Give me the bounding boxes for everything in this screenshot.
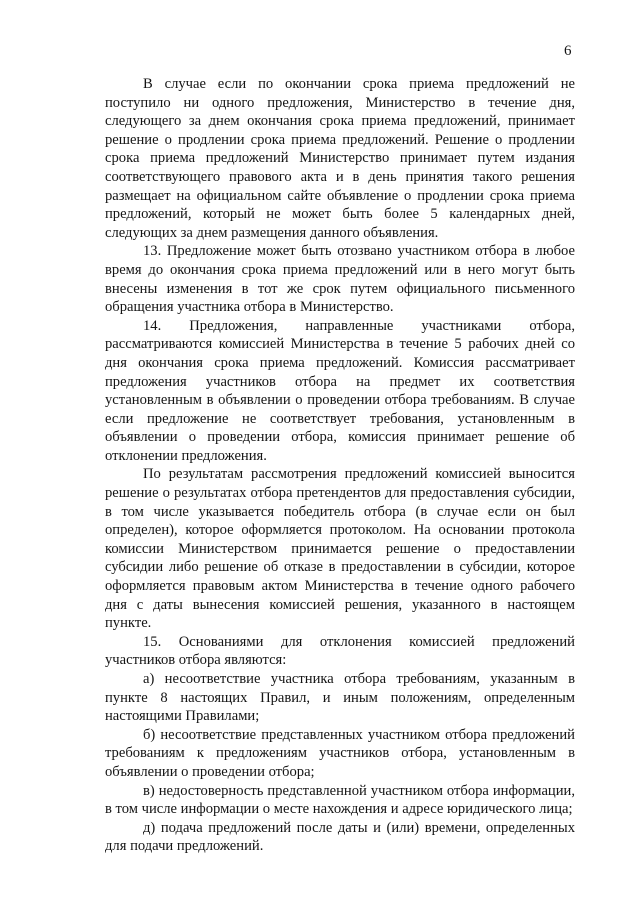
page-number: 6: [564, 43, 572, 59]
list-item-d: д) подача предложений после даты и (или) времени, определенных для подачи предложений.: [105, 819, 575, 855]
list-item-v: в) недостоверность представленной участником отбора информации, в том числе информации о месте нахождения и адресе юридического лица;: [105, 782, 575, 818]
list-item-b: б) несоответствие представленных участником отбора предложений требованиям к предложениям участников отбора, установленным в объявлении о проведении отбора;: [105, 726, 575, 780]
document-body: [105, 75, 575, 856]
list-item-a: а) несоответствие участника отбора требованиям, указанным в пункте 8 настоящих Правил, и иным положениям, определенным настоящими Правилами;: [105, 671, 575, 725]
paragraph-14-review: 14. Предложения, направленные участниками отбора, рассматриваются комиссией Министерства в течение 5 рабочих дней со дня окончания срока приема предложений. Комиссия рассматривает предложения участников отбора на предмет их соответствия установленным в объявлении о проведении отбора требованиям. В случае если предложение не соответствует требования, установленным в объявлении о проведении отбора, комиссия принимает решение об отклонении предложения.: [105, 317, 575, 464]
paragraph-application-deadline-extension: В случае если по окончании срока приема предложений не поступило ни одного предложения, Министерство в течение дня, следующего за днем окончания срока приема предложений, принимает решение о продлении срока приема предложений. Решение о продлении срока приема предложений Министерство принимает путем издания соответствующего правового акта и в день принятия такого решения размещает на официальном сайте объявление о продлении срока приема предложений, который не может быть более 5 календарных дней, следующих за днем размещения данного объявления.: [105, 76, 575, 241]
paragraph-13-withdrawal: 13. Предложение может быть отозвано участником отбора в любое время до окончания срока приема предложений или в него могут быть внесены изменения в тот же срок путем официального письменного обращения участника отбора в Министерство.: [105, 243, 575, 316]
paragraph-review-results: По результатам рассмотрения предложений комиссией выносится решение о результатах отбора претендентов для предоставления субсидии, в том числе указывается победитель отбора (в случае если он был определен), которое оформляется протоколом. На основании протокола комиссии Министерством принимается решение о предоставлении субсидии либо решение об отказе в предоставлении в субсидии, которое оформляется правовым актом Министерства в течение одного рабочего дня с даты вынесения комиссией решения, указанного в настоящем пункте.: [105, 466, 575, 632]
paragraph-15-rejection-grounds: 15. Основаниями для отклонения комиссией предложений участников отбора являются:: [105, 633, 575, 669]
